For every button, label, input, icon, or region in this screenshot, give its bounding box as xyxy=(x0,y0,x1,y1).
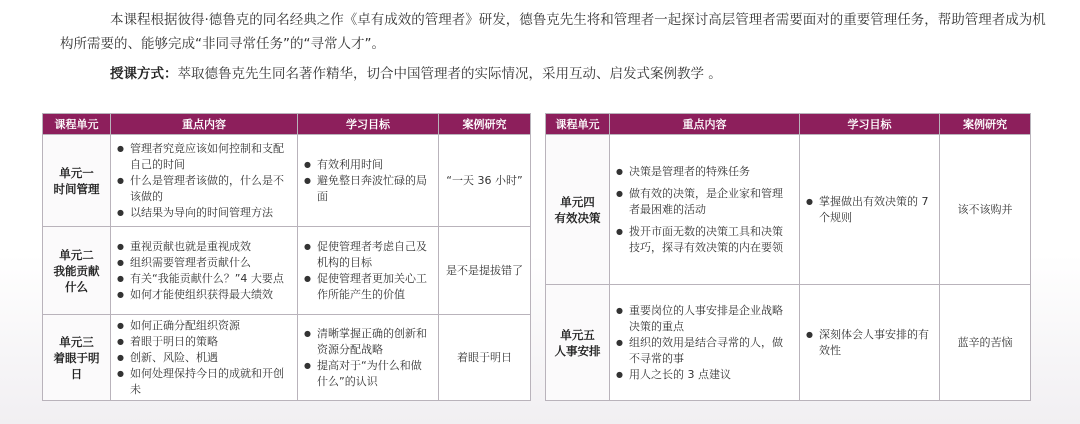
list-item: ● 清晰掌握正确的创新和资源分配战略 xyxy=(304,326,432,358)
teaching-method-text: 萃取德鲁克先生同名著作精华，切合中国管理者的实际情况，采用互动、启发式案例教学 。 xyxy=(177,66,722,82)
table-row xyxy=(546,285,1031,401)
case-cell: “一天 36 小时” xyxy=(439,135,531,227)
goal-cell xyxy=(298,315,439,401)
header-focus: 重点内容 xyxy=(111,114,298,135)
list-item: ● 管理者究竟应该如何控制和支配自己的时间 xyxy=(117,141,291,173)
case-cell: 蓝辛的苦恼 xyxy=(940,285,1031,401)
list-item: ● 掌握做出有效决策的 7 个规则 xyxy=(806,194,933,226)
list-item: ● 促使管理者更加关心工作所能产生的价值 xyxy=(304,271,432,303)
focus-cell xyxy=(111,227,298,315)
header-focus: 重点内容 xyxy=(610,114,800,135)
list-item: ● 着眼于明日的策略 xyxy=(117,334,291,350)
list-item: ● 做有效的决策，是企业家和管理者最困难的活动 xyxy=(616,186,793,218)
header-goal: 学习目标 xyxy=(800,114,940,135)
case-cell: 该不该购并 xyxy=(940,135,1031,285)
teaching-method xyxy=(60,62,1050,86)
list-item: ● 什么是管理者该做的，什么是不该做的 xyxy=(117,173,291,205)
list-item: ● 有关“我能贡献什么？”4 大要点 xyxy=(117,271,291,287)
list-item: ● 决策是管理者的特殊任务 xyxy=(616,164,793,180)
table-row xyxy=(43,135,531,227)
unit-name: 单元二 我能贡献什么 xyxy=(43,227,111,315)
list-item: ● 有效利用时间 xyxy=(304,157,432,173)
unit-name: 单元三 着眼于明日 xyxy=(43,315,111,401)
list-item: ● 用人之长的 3 点建议 xyxy=(616,367,793,383)
list-item: ● 提高对于“为什么和做什么”的认识 xyxy=(304,358,432,390)
course-intro xyxy=(60,8,1050,86)
header-unit: 课程单元 xyxy=(43,114,111,135)
unit-name: 单元五 人事安排 xyxy=(546,285,610,401)
focus-cell xyxy=(610,135,800,285)
list-item: ● 组织的效用是结合寻常的人，做不寻常的事 xyxy=(616,335,793,367)
list-item: ● 拨开市面无数的决策工具和决策技巧，探寻有效决策的内在要领 xyxy=(616,224,793,256)
list-item: ● 如何正确分配组织资源 xyxy=(117,318,291,334)
header-case: 案例研究 xyxy=(940,114,1031,135)
list-item: ● 组织需要管理者贡献什么 xyxy=(117,255,291,271)
unit-name: 单元四 有效决策 xyxy=(546,135,610,285)
focus-cell xyxy=(111,315,298,401)
list-item: ● 如何处理保持今日的成就和开创未 xyxy=(117,366,291,398)
unit-name: 单元一 时间管理 xyxy=(43,135,111,227)
goal-cell xyxy=(298,227,439,315)
list-item: ● 避免整日奔波忙碌的局面 xyxy=(304,173,432,205)
course-table-right xyxy=(545,113,1031,401)
table-row xyxy=(43,227,531,315)
header-case: 案例研究 xyxy=(439,114,531,135)
focus-cell xyxy=(111,135,298,227)
goal-cell xyxy=(800,135,940,285)
list-item: ● 创新、风险、机遇 xyxy=(117,350,291,366)
list-item: ● 深刻体会人事安排的有效性 xyxy=(806,327,933,359)
teaching-method-label: 授课方式： xyxy=(110,66,178,82)
focus-cell xyxy=(610,285,800,401)
case-cell: 是不是提拔错了 xyxy=(439,227,531,315)
table-row xyxy=(43,315,531,401)
goal-cell xyxy=(800,285,940,401)
course-table-left xyxy=(42,113,531,401)
list-item: ● 促使管理者考虑自己及机构的目标 xyxy=(304,239,432,271)
header-unit: 课程单元 xyxy=(546,114,610,135)
list-item: ● 重要岗位的人事安排是企业战略决策的重点 xyxy=(616,303,793,335)
table-row xyxy=(546,135,1031,285)
table-header-row xyxy=(43,114,531,135)
case-cell: 着眼于明日 xyxy=(439,315,531,401)
table-header-row xyxy=(546,114,1031,135)
list-item: ● 以结果为导向的时间管理方法 xyxy=(117,205,291,221)
list-item: ● 如何才能使组织获得最大绩效 xyxy=(117,287,291,303)
goal-cell xyxy=(298,135,439,227)
intro-paragraph: 本课程根据彼得·德鲁克的同名经典之作《卓有成效的管理者》研发，德鲁克先生将和管理者一起探讨高层管理者需要面对的重要管理任务，帮助管理者成为机构所需要的、能够完成“非同寻常任务”的“寻常人才”。 xyxy=(60,12,1046,52)
list-item: ● 重视贡献也就是重视成效 xyxy=(117,239,291,255)
header-goal: 学习目标 xyxy=(298,114,439,135)
